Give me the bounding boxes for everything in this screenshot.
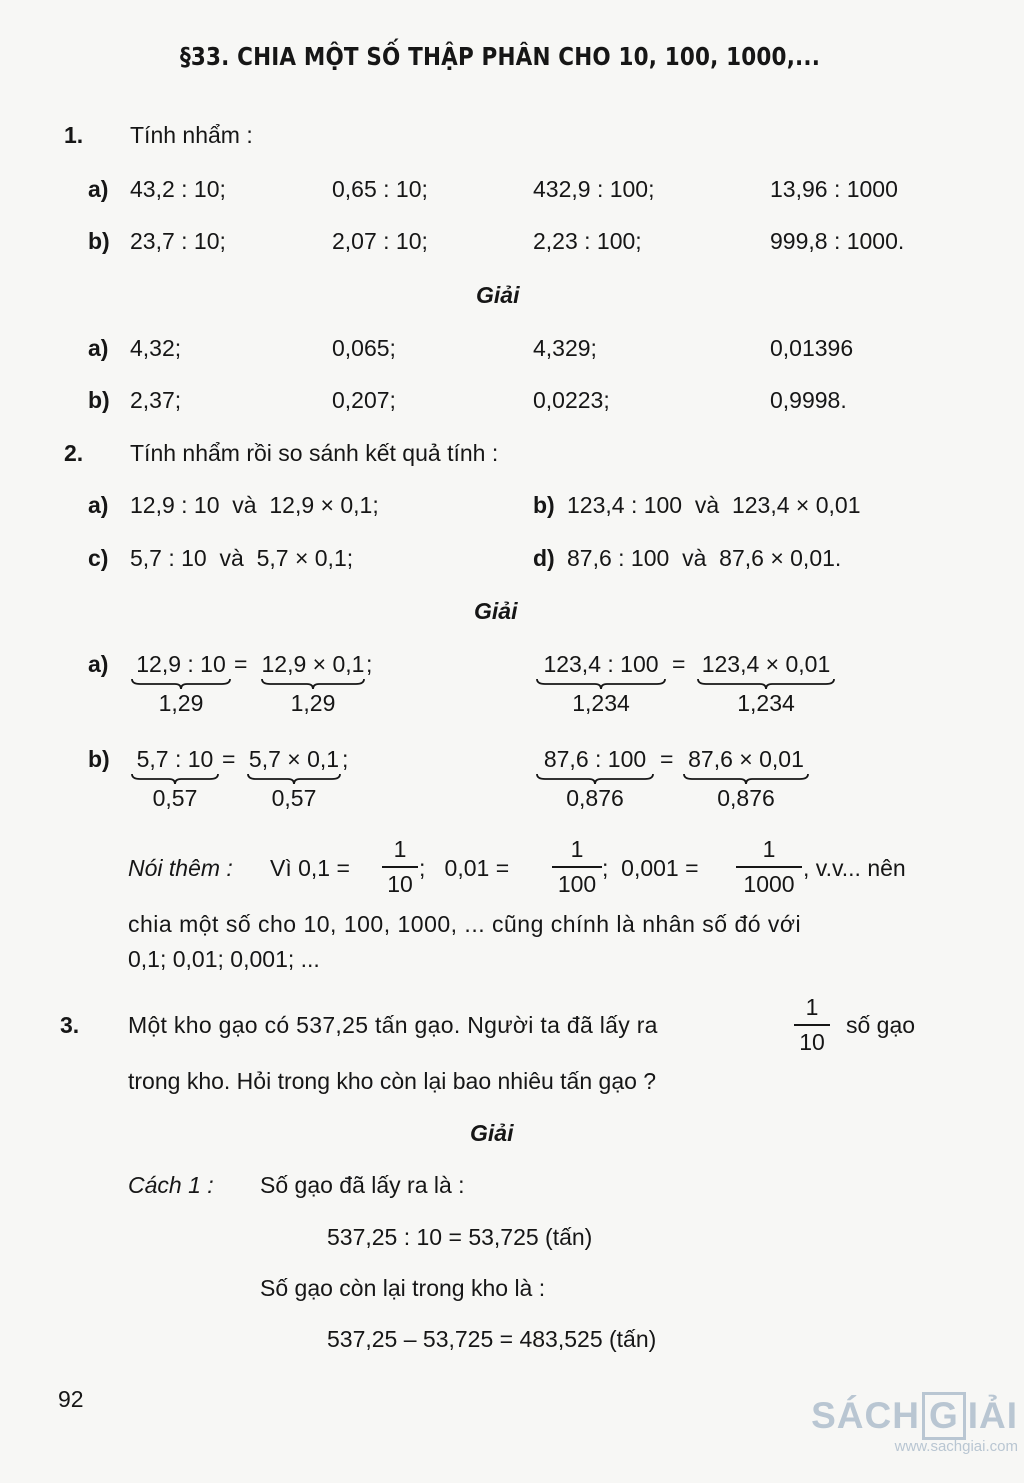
ex2-sol-d-left-brace — [535, 746, 655, 812]
ex1-sol-a-2: 0,065; — [332, 335, 396, 361]
brace-expression: 87,6 × 0,01 — [688, 746, 804, 772]
ex2-d-text: 87,6 : 100 và 87,6 × 0,01. — [567, 545, 842, 571]
watermark-url: www.sachgiai.com — [894, 1438, 1018, 1455]
ex1-sol-b-3: 0,0223; — [533, 387, 610, 413]
numerator: 1 — [805, 994, 819, 1020]
brace-result: 0,57 — [271, 785, 317, 811]
underbrace-icon — [130, 773, 220, 785]
ex2-c-text: 5,7 : 10 và 5,7 × 0,1; — [130, 545, 354, 571]
ex1-b-3: 2,23 : 100; — [533, 228, 642, 254]
denominator: 100 — [557, 871, 597, 897]
ex2-sol-b-label: b) — [88, 746, 110, 772]
brace-expression: 5,7 : 10 — [136, 746, 214, 772]
ex2-a-text: 12,9 : 10 và 12,9 × 0,1; — [130, 492, 379, 518]
fraction-one-tenth — [794, 994, 830, 1056]
brace-expression: 123,4 : 100 — [543, 651, 659, 677]
ex2-sol-b-right-brace — [696, 651, 836, 717]
ex1-solution-heading: Giải — [476, 282, 520, 308]
step-1-text: Số gạo đã lấy ra là : — [260, 1172, 465, 1198]
ex2-sol-d-right-brace — [682, 746, 810, 812]
fraction-bar — [736, 866, 802, 868]
fraction-bar — [794, 1024, 830, 1026]
equals-sign: = — [222, 746, 236, 772]
watermark-post: IẢI — [967, 1395, 1018, 1436]
ex2-a-label: a) — [88, 492, 109, 518]
note-text-3: ; 0,001 = — [602, 855, 699, 881]
ex2-c-label: c) — [88, 545, 109, 571]
watermark-brand — [811, 1392, 1018, 1440]
step-2-calculation: 537,25 – 53,725 = 483,525 (tấn) — [327, 1326, 657, 1352]
semicolon: ; — [366, 651, 373, 677]
ex1-sol-a-3: 4,329; — [533, 335, 597, 361]
ex1-sol-a-4: 0,01396 — [770, 335, 854, 361]
ex1-a-4: 13,96 : 1000 — [770, 176, 898, 202]
underbrace-icon — [246, 773, 342, 785]
method-1-label: Cách 1 : — [128, 1172, 214, 1198]
numerator: 1 — [762, 836, 776, 862]
ex1-sol-b-1: 2,37; — [130, 387, 182, 413]
step-1-calculation: 537,25 : 10 = 53,725 (tấn) — [327, 1224, 593, 1250]
brace-result: 1,29 — [158, 690, 204, 716]
page-title: §33. CHIA MỘT SỐ THẬP PHÂN CHO 10, 100, 1000,... — [179, 42, 821, 71]
exercise-2-prompt: Tính nhẩm rồi so sánh kết quả tính : — [130, 440, 499, 466]
note-text-2: ; 0,01 = — [419, 855, 510, 881]
ex1-sol-b-4: 0,9998. — [770, 387, 847, 413]
exercise-3-line-2: trong kho. Hỏi trong kho còn lại bao nhiêu tấn gạo ? — [128, 1068, 657, 1094]
semicolon: ; — [342, 746, 349, 772]
note-line-3: 0,1; 0,01; 0,001; ... — [128, 946, 320, 972]
note-line-2: chia một số cho 10, 100, 1000, ... cũng chính là nhân số đó với — [128, 911, 802, 937]
ex1-a-3: 432,9 : 100; — [533, 176, 655, 202]
equals-sign: = — [660, 746, 674, 772]
brace-expression: 12,9 × 0,1 — [261, 651, 365, 677]
ex2-sol-a-label: a) — [88, 651, 109, 677]
brace-result: 1,29 — [290, 690, 336, 716]
fraction-one-thousandth — [736, 836, 802, 898]
fraction-bar — [382, 866, 418, 868]
ex1-sol-b-2: 0,207; — [332, 387, 396, 413]
ex2-b-label: b) — [533, 492, 555, 518]
fraction-bar — [552, 866, 602, 868]
equals-sign: = — [234, 651, 248, 677]
brace-result: 0,876 — [717, 785, 775, 811]
ex2-sol-a-left-brace — [130, 651, 232, 717]
brace-expression: 123,4 × 0,01 — [701, 651, 831, 677]
numerator: 1 — [570, 836, 584, 862]
note-label: Nói thêm : — [128, 855, 233, 881]
brace-result: 0,57 — [152, 785, 198, 811]
ex1-sol-b-label: b) — [88, 387, 110, 413]
note-text-1: Vì 0,1 = — [270, 855, 350, 881]
ex2-sol-c-right-brace — [246, 746, 342, 812]
underbrace-icon — [260, 678, 366, 690]
ex1-b-2: 2,07 : 10; — [332, 228, 428, 254]
ex2-sol-a-right-brace — [260, 651, 366, 717]
denominator: 1000 — [743, 871, 795, 897]
fraction-one-tenth — [382, 836, 418, 898]
ex1-b-1: 23,7 : 10; — [130, 228, 226, 254]
denominator: 10 — [799, 1029, 825, 1055]
ex1-sol-a-1: 4,32; — [130, 335, 182, 361]
underbrace-icon — [535, 773, 655, 785]
brace-result: 1,234 — [572, 690, 630, 716]
ex2-sol-b-left-brace — [535, 651, 667, 717]
exercise-3-line-1: Một kho gạo có 537,25 tấn gạo. Người ta đã lấy ra — [128, 1012, 658, 1038]
brace-expression: 87,6 : 100 — [543, 746, 647, 772]
brace-expression: 5,7 × 0,1 — [248, 746, 340, 772]
watermark-logo — [811, 1392, 1018, 1455]
underbrace-icon — [535, 678, 667, 690]
note-text-4: , v.v... nên — [803, 855, 906, 881]
ex3-solution-heading: Giải — [470, 1120, 514, 1146]
exercise-3-line-1-end: số gạo — [846, 1012, 916, 1038]
numerator: 1 — [393, 836, 407, 862]
watermark-pre: SÁCH — [811, 1395, 920, 1436]
equals-sign: = — [672, 651, 686, 677]
page-number: 92 — [58, 1386, 84, 1412]
ex1-b-label: b) — [88, 228, 110, 254]
fraction-one-hundredth — [552, 836, 602, 898]
exercise-1-number: 1. — [64, 122, 84, 148]
exercise-3-number: 3. — [60, 1012, 80, 1038]
ex2-b-text: 123,4 : 100 và 123,4 × 0,01 — [567, 492, 861, 518]
brace-result: 0,876 — [566, 785, 624, 811]
brace-result: 1,234 — [737, 690, 795, 716]
denominator: 10 — [387, 871, 413, 897]
watermark-box: G — [922, 1392, 966, 1440]
underbrace-icon — [696, 678, 836, 690]
ex1-a-1: 43,2 : 10; — [130, 176, 226, 202]
ex1-a-label: a) — [88, 176, 109, 202]
underbrace-icon — [682, 773, 810, 785]
step-2-text: Số gạo còn lại trong kho là : — [260, 1275, 546, 1301]
ex2-sol-c-left-brace — [130, 746, 220, 812]
underbrace-icon — [130, 678, 232, 690]
ex2-d-label: d) — [533, 545, 555, 571]
ex1-b-4: 999,8 : 1000. — [770, 228, 905, 254]
exercise-1-prompt: Tính nhẩm : — [130, 122, 253, 148]
exercise-2-number: 2. — [64, 440, 84, 466]
ex2-solution-heading: Giải — [474, 598, 518, 624]
ex1-a-2: 0,65 : 10; — [332, 176, 428, 202]
brace-expression: 12,9 : 10 — [136, 651, 226, 677]
ex1-sol-a-label: a) — [88, 335, 109, 361]
